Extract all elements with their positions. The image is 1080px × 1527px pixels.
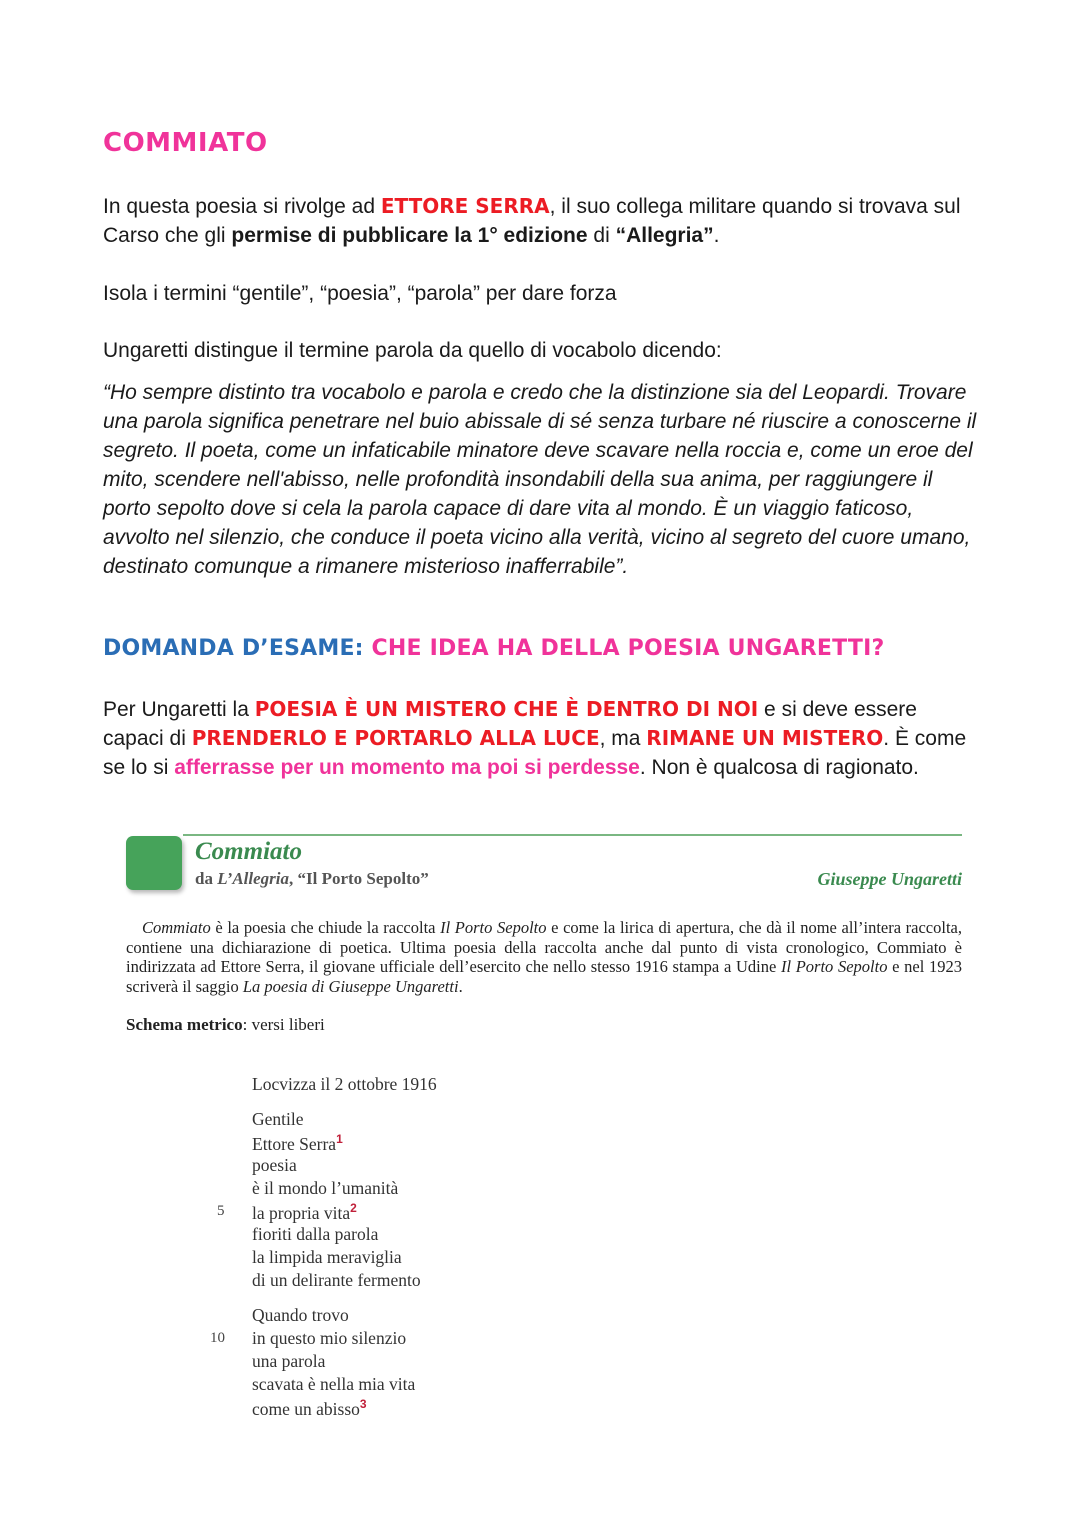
source-title: L’Allegria <box>217 869 289 888</box>
line-number: 5 <box>217 1203 225 1219</box>
text: di <box>587 224 616 247</box>
poem-line: di un delirante fermento <box>252 1270 421 1290</box>
text: , “Il Porto Sepolto” <box>289 869 429 888</box>
header-divider <box>183 834 962 836</box>
text: Il Porto Sepolto <box>780 957 888 976</box>
footnote-ref[interactable]: 1 <box>336 1132 343 1146</box>
question-text: CHE IDEA HA DELLA POESIA UNGARETTI? <box>363 636 885 661</box>
bold-text: permise di pubblicare la 1° edizione <box>231 224 588 247</box>
footnote-ref[interactable]: 2 <box>350 1201 357 1215</box>
exam-answer <box>103 695 983 782</box>
line-text: Ettore Serra <box>252 1133 337 1154</box>
text: La poesia di Giuseppe Ungaretti <box>242 976 459 996</box>
poem-line: scavata è nella mia vita <box>252 1374 416 1394</box>
text: Il Porto Sepolto <box>440 918 547 937</box>
text: . <box>458 976 463 996</box>
text: è la poesia che chiude la raccolta <box>210 918 441 937</box>
poem-title: Commiato <box>195 838 302 865</box>
line-text: la propria vita <box>252 1202 351 1223</box>
poem-line <box>252 1201 357 1224</box>
poem-source <box>195 869 429 889</box>
text: da <box>195 869 218 888</box>
text: , ma <box>599 727 647 750</box>
paragraph-intro-quote: Ungaretti distingue il termine parola da quello di vocabolo dicendo: <box>103 339 722 362</box>
highlight-rimane: RIMANE UN MISTERO <box>646 726 884 750</box>
line-number: 10 <box>210 1330 225 1346</box>
question-prefix: DOMANDA D’ESAME: <box>103 636 364 661</box>
poem-introduction <box>126 918 962 996</box>
text: e come la lirica di apertura, che dà il nome all’intera raccolta, contiene una dichiarazione di poetica. Ultima poesia della raccolta anche dal punto di vista cronologico, Commiato è indirizzata ad Ettore Serra, il giovane ufficiale dell’esercito che nello stesso 1916 stampa a Udine <box>126 918 962 976</box>
highlight-ettore-serra: ETTORE SERRA <box>380 194 550 218</box>
text: Commiato <box>142 918 211 937</box>
footnote-ref[interactable]: 3 <box>359 1397 367 1411</box>
poem-line <box>252 1397 367 1420</box>
notes-title: COMMIATO <box>103 128 268 158</box>
schema-value: : versi liberi <box>242 1015 325 1034</box>
text: . <box>713 224 720 247</box>
text: e nel 1923 scriverà il saggio <box>126 957 962 996</box>
poem-line: in questo mio silenzio <box>252 1328 407 1348</box>
poem-line: è il mondo l’umanità <box>252 1178 399 1198</box>
poem-line: Quando trovo <box>252 1305 349 1325</box>
poem-line: una parola <box>252 1351 326 1371</box>
highlight-luce: PRENDERLO E PORTARLO ALLA LUCE <box>191 726 600 750</box>
metric-scheme <box>126 1015 325 1035</box>
poem-line: Gentile <box>252 1109 304 1129</box>
exam-question <box>103 636 884 661</box>
text: , il suo collega militare quando si trovava sul Carso che gli <box>103 195 961 247</box>
text: In questa poesia si rivolge ad <box>103 195 381 218</box>
poem-line: la limpida meraviglia <box>252 1247 402 1267</box>
chapter-marker <box>126 836 182 890</box>
poem-line: fioriti dalla parola <box>252 1224 379 1244</box>
text: Per Ungaretti la <box>103 698 255 721</box>
paragraph-isola: Isola i termini “gentile”, “poesia”, “parola” per dare forza <box>103 282 617 305</box>
highlight-afferrasse: afferrasse per un momento ma poi si perdesse <box>174 756 640 779</box>
text: . È come se lo si <box>103 727 967 779</box>
poem-line: poesia <box>252 1155 297 1175</box>
highlight-mistero: POESIA È UN MISTERO CHE È DENTRO DI NOI <box>254 697 759 721</box>
paragraph-ettore-serra <box>103 192 983 250</box>
schema-label: Schema metrico <box>126 1015 243 1034</box>
ungaretti-quote: “Ho sempre distinto tra vocabolo e parola e credo che la distinzione sia del Leopardi. Trovare una parola significa penetrare nel buio abissale di sé senza turbare né riuscire a conoscerne il segreto. Il poeta, come un infaticabile minatore deve scavare nella roccia e, come un eroe del mito, scendere nell'abisso, nelle profondità insondabili della sua anima, per raggiungere il porto sepolto dove si cela la parola capace di dare vita al mondo. È un viaggio faticoso, avvolto nel silenzio, che conduce il poeta vicino alla verità, vicino al segreto del cuore umano, destinato comunque a rimanere misterioso inafferrabile”. <box>103 381 977 578</box>
line-text: come un abisso <box>252 1398 360 1419</box>
poem-line <box>252 1132 343 1155</box>
bold-allegria: “Allegria” <box>615 224 714 247</box>
poem-author: Giuseppe Ungaretti <box>817 869 962 889</box>
text: . Non è qualcosa di ragionato. <box>639 756 919 779</box>
poem-date: Locvizza il 2 ottobre 1916 <box>252 1074 437 1094</box>
text: e si deve essere capaci di <box>103 698 917 750</box>
